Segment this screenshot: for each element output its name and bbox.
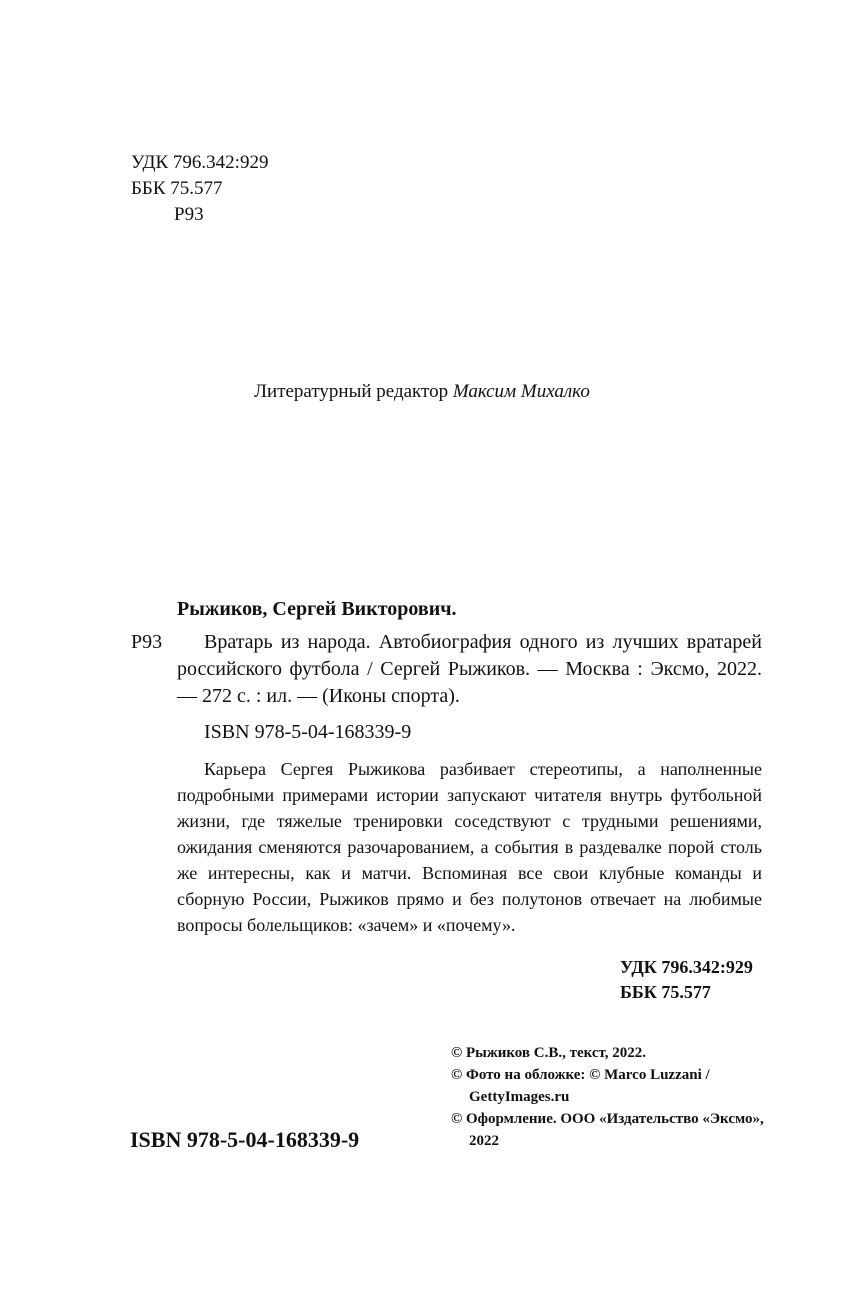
annotation-paragraph: Карьера Сергея Рыжикова разбивает стереотипы, а наполненные подробными примерами истории запускают читателя внутрь футбольной жизни, где тяжелые тренировки соседствуют с трудными решениями, ожидания сменяются разочарованием, а события в раздевалке порой столь же интересны, как и матчи. Вспоминая все свои клубные команды и сборную России, Рыжиков прямо и без полутонов отвечает на любимые вопросы болельщиков: «зачем» и «почему». xyxy=(177,759,762,935)
editor-label: Литературный редактор xyxy=(254,381,449,402)
bbk-top: ББК 75.577 xyxy=(131,178,223,199)
bib-isbn: ISBN 978-5-04-168339-9 xyxy=(204,721,412,743)
bib-description: Вратарь из народа. Автобиография одного из лучших вратарей российского футбола / Сергей Рыжиков. — Москва : Эксмо, 2022. — 272 с. : ил. — (Иконы спорта). xyxy=(177,631,762,707)
copyright-block xyxy=(451,1042,781,1152)
udk-top: УДК 796.342:929 xyxy=(131,152,269,173)
copyright-text: © Рыжиков С.В., текст, 2022. xyxy=(451,1045,647,1061)
author-code-top: Р93 xyxy=(174,204,204,225)
bib-author: Рыжиков, Сергей Викторович. xyxy=(177,598,457,620)
isbn-bottom: ISBN 978-5-04-168339-9 xyxy=(130,1127,360,1152)
copyright-design: © Оформление. ООО «Издательство «Эксмо», 2022 xyxy=(451,1111,764,1149)
literary-editor-line xyxy=(0,379,844,405)
editor-name: Максим Михалко xyxy=(452,381,590,402)
copyright-photo: © Фото на обложке: © Marco Luzzani / GettyImages.ru xyxy=(451,1067,710,1105)
udk-bottom: УДК 796.342:929 xyxy=(620,957,753,977)
bbk-bottom: ББК 75.577 xyxy=(620,982,711,1002)
bib-author-code: Р93 xyxy=(131,631,163,653)
